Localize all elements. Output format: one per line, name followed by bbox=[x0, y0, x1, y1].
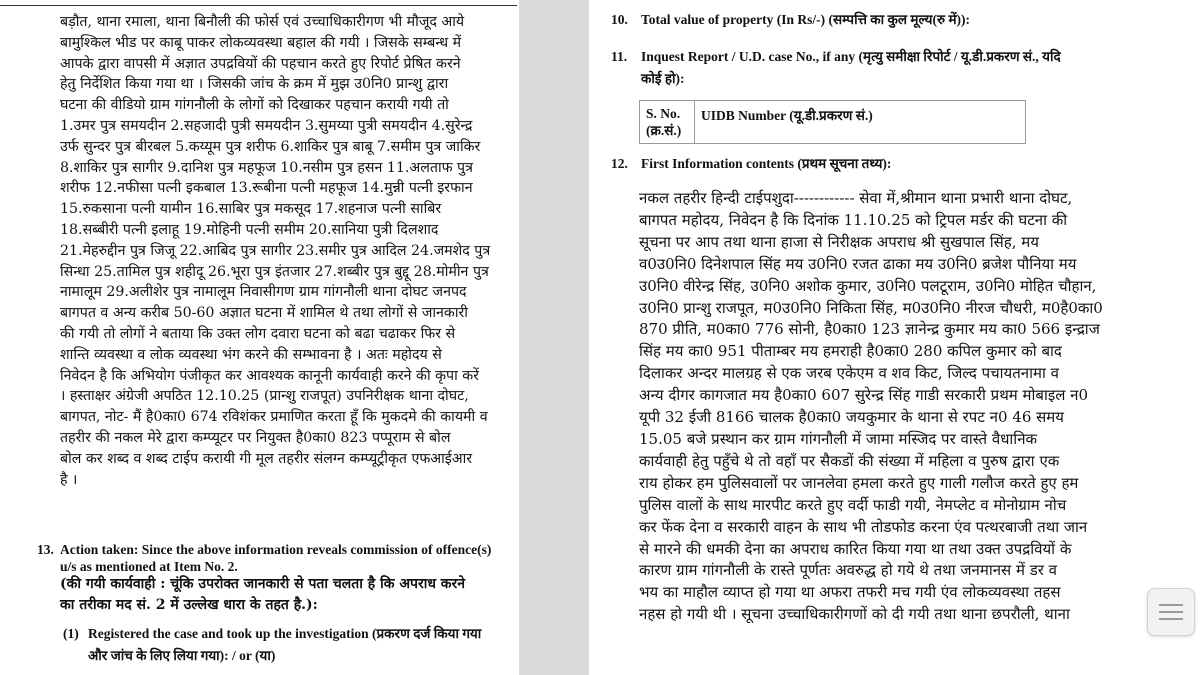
right-paragraph-line: से मारने की धमकी देना का अपराध कारित किया गया था तथा उक्त उपद्रवियों के bbox=[639, 539, 1072, 558]
item-11-line-1: Inquest Report / U.D. case No., if any (मृत्यु समीक्षा रिपोर्ट / यू.डी.प्रकरण सं., यदि bbox=[641, 49, 1061, 64]
uidb-header-cell bbox=[695, 101, 1026, 144]
left-paragraph-line: । हस्ताक्षर अंग्रेजी अपठित 12.10.25 (प्रान्शु राजपूत) उपनिरीक्षक थाना दोघट, bbox=[60, 388, 469, 405]
item-13-hindi-line-1: (की गयी कार्यवाही : चूंकि उपरोक्त जानकारी से पता चलता है कि अपराध करने bbox=[60, 576, 466, 592]
left-paragraph-line: है । bbox=[60, 471, 78, 488]
left-paragraph-line: नामालूम 29.अलीशेर पुत्र नामालूम निवासीगण ग्राम गांगनौली थाना दोघट जनपद bbox=[60, 284, 467, 301]
top-divider bbox=[0, 5, 517, 6]
item-13-sub-1-number: (1) bbox=[63, 626, 79, 641]
left-paragraph-line: घटना की वीडियो ग्राम गांगनौली के लोगों को दिखाकर पहचान करायी गयी तो bbox=[60, 97, 449, 114]
item-11 bbox=[611, 46, 1061, 90]
right-paragraph-line: सूचना पर आप तथा थाना हाजा से निरीक्षक अपराध श्री सुखपाल सिंह, मय bbox=[639, 232, 1039, 251]
item-13-number: 13. bbox=[37, 542, 54, 557]
right-paragraph-line: 870 प्रीति, म0का0 776 सोनी, है0का0 123 ज्ञानेन्द्र कुमार मय का0 566 इन्द्राज bbox=[639, 320, 1100, 339]
right-paragraph-line: बागपत महोदय, निवेदन है कि दिनांक 11.10.25 को ट्रिपल मर्डर की घटना की bbox=[639, 210, 1068, 229]
right-paragraph-line: उ0नि0 प्रान्शु राजपूत, म0उ0नि0 निकिता सिंह, म0उ0नि0 नीरज चौधरी, म0है0का0 bbox=[639, 298, 1103, 317]
left-paragraph-line: हेतु निर्देशित किया गया था । जिसकी जांच के क्रम में मुझ उ0नि0 प्रान्शु द्वारा bbox=[60, 76, 449, 93]
right-paragraph-line: भय का माहौल व्याप्त हो गया था अफरा तफरी मच गयी एंव लोकव्यवस्था तहस bbox=[639, 583, 1061, 602]
item-11-number: 11. bbox=[611, 49, 628, 64]
left-paragraph-line: तहरीर की नकल मेरे द्वारा कम्प्यूटर पर नियुक्त है0का0 823 पप्पूराम से बोल bbox=[60, 429, 451, 446]
left-paragraph-line: 21.मेहरुद्दीन पुत्र जिजू 22.आबिद पुत्र सागीर 23.समीर पुत्र आदिल 24.जमशेद पुत्र bbox=[60, 242, 491, 259]
right-paragraph-line: व0उ0नि0 दिनेशपाल सिंह मय उ0नि0 रजत ढाका मय उ0नि0 ब्रजेश पौनिया मय bbox=[639, 254, 1077, 273]
left-paragraph-line: बड़ौत, थाना रमाला, थाना बिनौली की फोर्स एवं उच्चाधिकारीगण भी मौजूद आये bbox=[60, 14, 465, 30]
item-12-number: 12. bbox=[611, 156, 628, 171]
left-paragraph-line: शान्ति व्यवस्था व लोक व्यवस्था भंग करने की सम्भावना है । अतः महोदय से bbox=[60, 346, 442, 363]
right-paragraph-line: दिलाकर अन्दर मालग्रह से एक जरब एकेएम व शव किट, जिल्द पचायतनामा व bbox=[639, 364, 1059, 383]
right-page-paragraph bbox=[639, 188, 1103, 626]
right-paragraph-line: 15.05 बजे प्रस्थान कर ग्राम गांगनौली में जामा मस्जिद पर वास्ते वैधानिक bbox=[639, 429, 1038, 448]
left-paragraph-line: बामुश्किल भीड पर काबू पाकर लोकव्यवस्था बहाल की गयी । जिसके सम्बन्ध में bbox=[60, 34, 462, 51]
sno-header-cell bbox=[640, 101, 695, 144]
left-page-paragraph bbox=[60, 12, 490, 490]
right-paragraph-line: राय होकर हम पुलिसवालों पर जानलेवा हमला करते हुए गाली गलौज करते हुए हम bbox=[639, 473, 1079, 492]
item-13-sub-1-line-1: Registered the case and took up the investigation (प्रकरण दर्ज किया गया bbox=[88, 626, 482, 641]
left-paragraph-line: शरीफ 12.नफीसा पत्नी इकबाल 13.रूबीना पत्नी महफूज 14.मुन्नी पत्नी इरफान bbox=[60, 180, 473, 197]
uidb-table-row bbox=[640, 101, 1026, 144]
item-13-sub-1-line-2: और जांच के लिए लिया गया): / or (या) bbox=[88, 648, 276, 663]
left-paragraph-line: बागपत व अन्य करीब 50-60 अज्ञात घटना में शामिल थे तथा लोगों से जानकारी bbox=[60, 305, 468, 322]
hamburger-menu-icon bbox=[1159, 604, 1183, 606]
item-12-text: First Information contents (प्रथम सूचना तथ्य): bbox=[641, 156, 892, 171]
right-paragraph-line: अन्य दीगर कागजात मय है0का0 607 सुरेन्द्र सिंह गाडी सरकारी प्रथम मोबाइल न0 bbox=[639, 386, 1089, 405]
left-paragraph-line: की गयी तो लोगों ने बताया कि उक्त लोग दवारा घटना को बढा चढाकर फिर से bbox=[60, 325, 456, 342]
item-13-heading-line-1: Action taken: Since the above information reveals commission of offence(s) bbox=[60, 542, 492, 557]
left-paragraph-line: 15.रुकसाना पत्नी यामीन 16.साबिर पुत्र मकसूद 17.शहनाज पत्नी साबिर bbox=[60, 201, 442, 218]
right-document-page bbox=[589, 0, 1200, 675]
right-paragraph-line: उ0नि0 वीरेन्द्र सिंह, उ0नि0 अशोक कुमार, उ0नि0 पलटूराम, उ0नि0 मोहित चौहान, bbox=[639, 276, 1097, 295]
left-paragraph-line: आपके द्वारा वापसी में अज्ञात उपद्रवियों की पहचान करते हुए रिपोर्ट प्रेषित करने bbox=[60, 55, 461, 72]
item-10-text: Total value of property (In Rs/-) (सम्पत्ति का कुल मूल्य(रु में)): bbox=[641, 12, 971, 27]
left-paragraph-line: बोल कर शब्द व शब्द टाईप करायी गी मूल तहरीर संलग्न कम्प्यूट्रीकृत एफआईआर bbox=[60, 450, 473, 467]
left-paragraph-line: सिन्धा 25.तामिल पुत्र शहीदू 26.भूरा पुत्र इंतजार 27.शब्बीर पुत्र बुद्दू 28.मोमीन पुत्र bbox=[60, 263, 489, 280]
right-paragraph-line: कर फेंक देना व सरकारी वाहन के साथ भी तोडफोड करना एंव पत्थरबाजी तथा जान bbox=[639, 517, 1088, 536]
sno-header-hindi: (क्र.सं.) bbox=[646, 123, 682, 138]
sno-header: S. No. bbox=[646, 106, 681, 121]
right-paragraph-line: पुलिस वालों के साथ मारपीट करते हुए वर्दी फाडी गयी, नेमप्लेट व मोनोग्राम नोच bbox=[639, 495, 1067, 514]
right-paragraph-line: सिंह मय का0 951 पीताम्बर मय हमराही है0का0 280 कपिल कुमार को बाद bbox=[639, 342, 1062, 361]
left-paragraph-line: 8.शाकिर पुत्र सागीर 9.दानिश पुत्र महफूज 10.नसीम पुत्र हसन 11.अलताफ पुत्र bbox=[60, 159, 473, 176]
right-paragraph-line: यूपी 32 ईजी 8166 चालक है0का0 जयकुमार के थाना से रपट न0 46 समय bbox=[639, 408, 1064, 427]
left-paragraph-line: उर्फ सुन्दर पुत्र बीरबल 5.कय्यूम पुत्र शरीफ 6.शाकिर पुत्र बाबू 7.समीम पुत्र जाकिर bbox=[60, 138, 481, 155]
right-paragraph-line: नकल तहरीर हिन्दी टाईपशुदा------------ सेवा में,श्रीमान थाना प्रभारी थाना दोघट, bbox=[639, 189, 1073, 207]
item-13-sub-1 bbox=[63, 625, 481, 664]
left-document-page bbox=[0, 0, 519, 675]
item-10-number: 10. bbox=[611, 12, 628, 27]
right-paragraph-line: नहस हो गयी थी । सूचना उच्चाधिकारीगणों को दी गयी तथा थाना छपरौली, थाना bbox=[639, 605, 1070, 624]
left-paragraph-line: निवेदन है कि अभियोग पंजीकृत कर आवश्यक कानूनी कार्यवाही करने की कृपा करें bbox=[60, 367, 479, 384]
item-10 bbox=[611, 11, 970, 28]
uidb-header: UIDB Number (यू.डी.प्रकरण सं.) bbox=[701, 108, 873, 123]
right-paragraph-line: कारण ग्राम गांगनौली के रास्ते पूर्णतः अवरुद्ध हो गये थे तथा जनमानस में डर व bbox=[639, 561, 1057, 580]
item-13-heading bbox=[37, 541, 491, 575]
left-paragraph-line: 1.उमर पुत्र समयदीन 2.सहजादी पुत्री समयदीन 3.सुमय्या पुत्री समयदीन 4.सुरेन्द्र bbox=[60, 117, 473, 134]
item-13-heading-line-2: u/s as mentioned at Item No. 2. bbox=[60, 559, 238, 574]
item-11-line-2: कोई हो): bbox=[641, 71, 685, 86]
item-12 bbox=[611, 155, 891, 172]
hamburger-menu-button[interactable] bbox=[1147, 588, 1195, 636]
uidb-table bbox=[639, 100, 1026, 144]
left-paragraph-line: बागपत, नोट- मैं है0का0 674 रविशंकर प्रमाणित करता हूँ कि मुकदमे की कायमी व bbox=[60, 409, 488, 426]
right-paragraph-line: कार्यवाही हेतु पहुँचे थे तो वहाँ पर सैकडों की संख्या में महिला व पुरुष द्वारा एक bbox=[639, 451, 1060, 470]
left-paragraph-line: 18.सब्बीरी पत्नी इलाहू 19.मोहिनी पत्नी समीम 20.सानिया पुत्री दिलशाद bbox=[60, 221, 439, 238]
item-13-hindi-line-2: का तरीका मद सं. 2 में उल्लेख धारा के तहत है.): bbox=[60, 597, 318, 613]
